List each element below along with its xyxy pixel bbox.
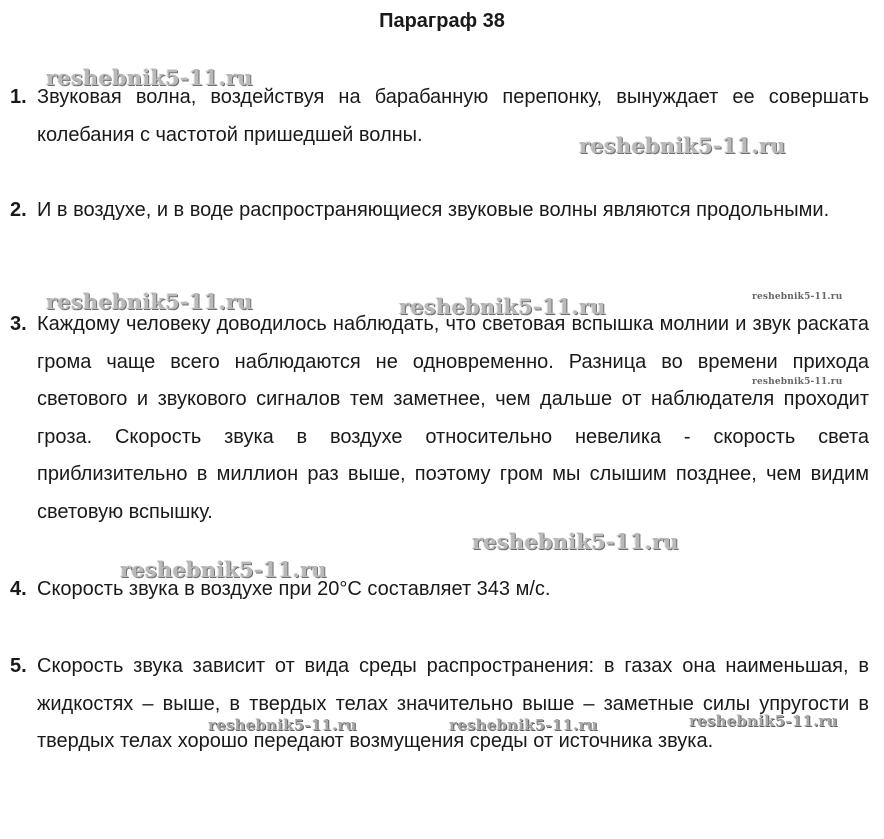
- answer-text: Звуковая волна, воздействуя на барабанную перепонку, вынуждает ее совершать колебания с частотой пришедшей волны.: [37, 86, 869, 146]
- answer-text: И в воздухе, и в воде распространяющиеся звуковые волны являются продольными.: [37, 199, 830, 221]
- watermark: reshebnik5-11.ru: [46, 289, 253, 314]
- watermark: reshebnik5-11.ru: [208, 716, 357, 734]
- watermark: reshebnik5-11.ru: [449, 716, 598, 734]
- watermark: reshebnik5-11.ru: [579, 133, 786, 158]
- answer-number: 5.: [10, 655, 27, 677]
- watermark: reshebnik5-11.ru: [752, 292, 843, 302]
- watermark: reshebnik5-11.ru: [46, 65, 253, 90]
- answer-2: [10, 192, 869, 230]
- answer-number: 4.: [10, 578, 27, 600]
- answer-number: 1.: [10, 86, 27, 108]
- answer-number: 3.: [10, 313, 27, 335]
- watermark: reshebnik5-11.ru: [399, 294, 606, 319]
- watermark: reshebnik5-11.ru: [120, 557, 327, 582]
- answer-number: 2.: [10, 199, 27, 221]
- answer-text: Каждому человеку доводилось наблюдать, что световая вспышка молнии и звук раската грома чаще всего наблюдаются не одновременно. Разница во времени прихода светового и звукового сигналов тем заметнее, чем дальше от наблюдателя проходит гроза. Скорость звука в воздухе относительно невелика - скорость света приблизительно в миллион раз выше, поэтому гром мы слышим позднее, чем видим световую вспышку.: [37, 313, 869, 523]
- answer-5: [10, 648, 869, 761]
- watermark: reshebnik5-11.ru: [752, 377, 843, 387]
- watermark: reshebnik5-11.ru: [472, 529, 679, 554]
- watermark: reshebnik5-11.ru: [689, 712, 838, 730]
- answer-3: [10, 306, 869, 532]
- answer-text: Скорость звука в воздухе при 20°С составляет 343 м/с.: [37, 578, 551, 600]
- page-title: Параграф 38: [379, 10, 505, 32]
- answer-text: Скорость звука зависит от вида среды распространения: в газах она наименьшая, в жидкостях – выше, в твердых телах значительно выше – заметные силы упругости в твердых телах хорошо передают возмущения среды от источника звука.: [37, 655, 869, 753]
